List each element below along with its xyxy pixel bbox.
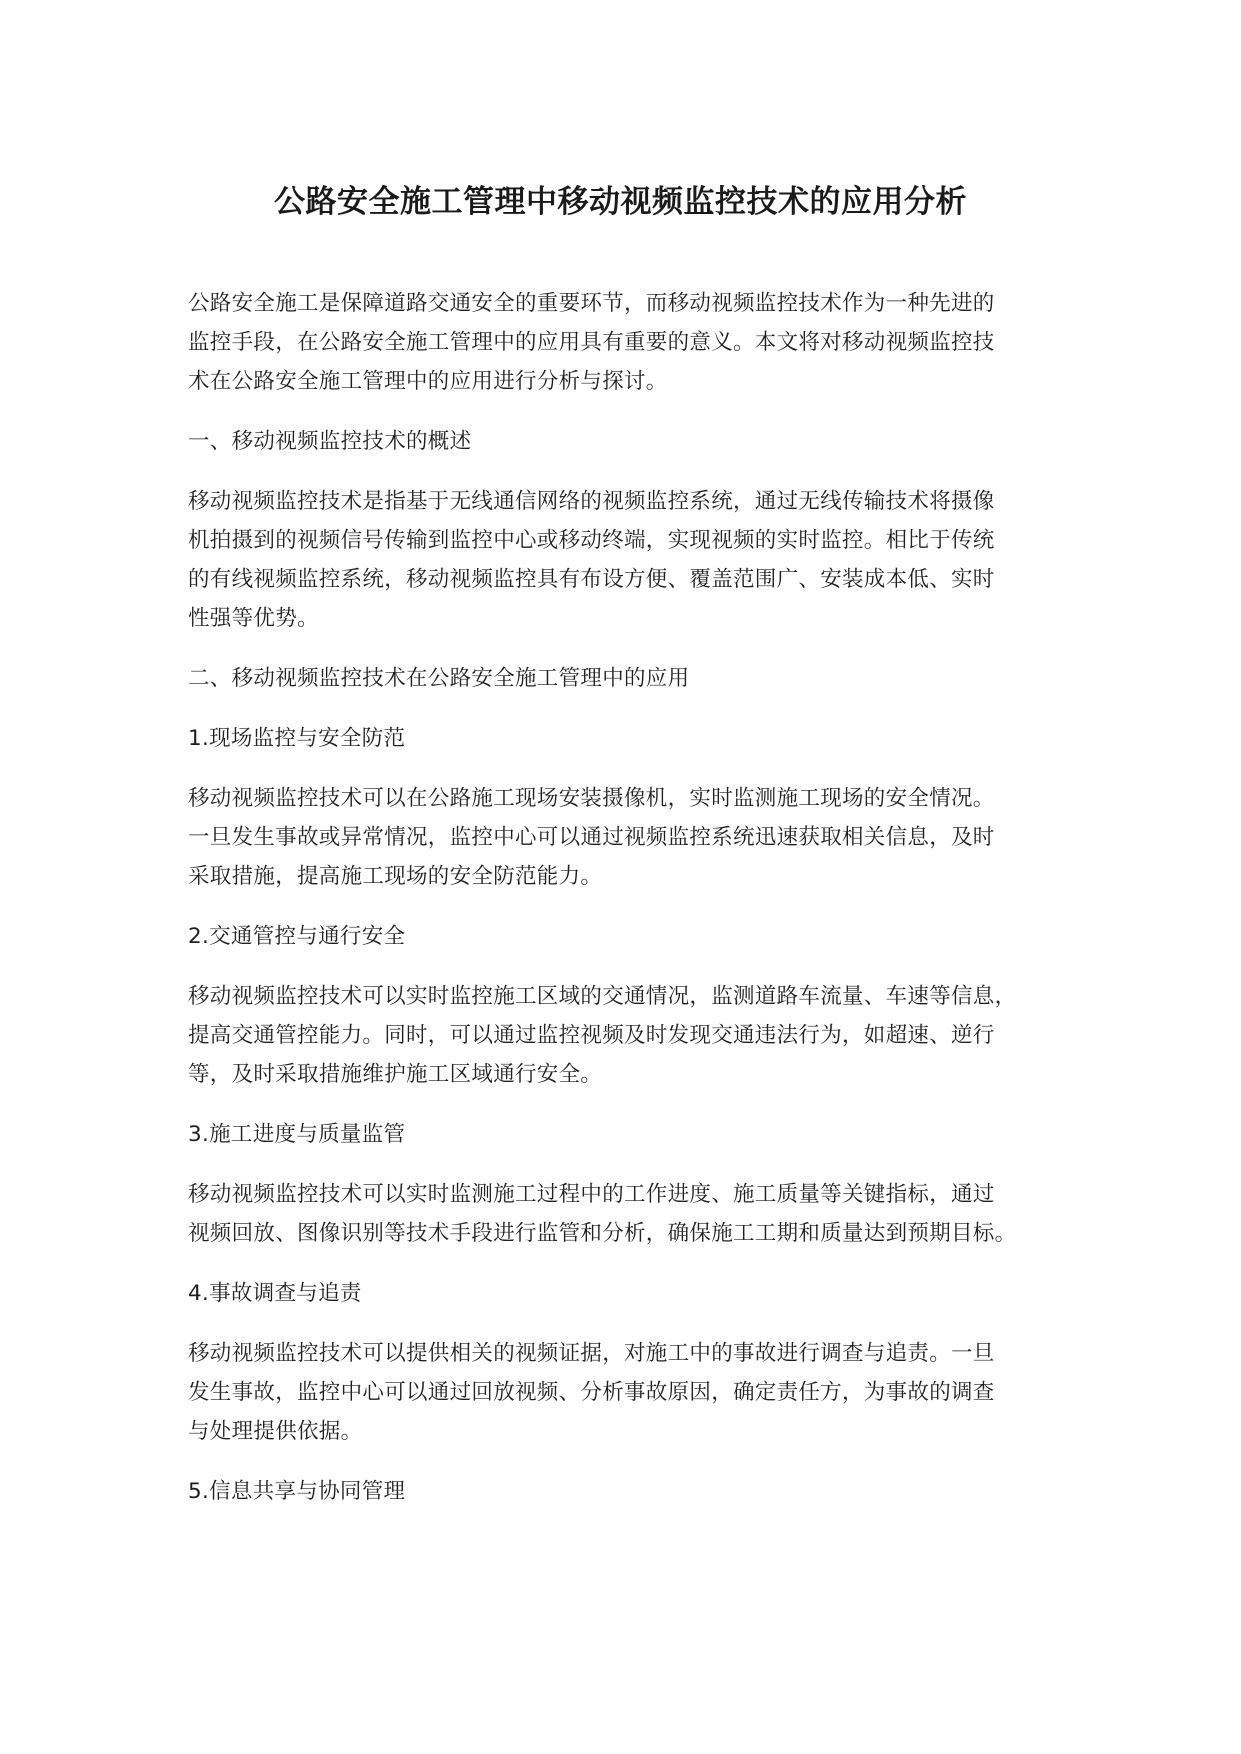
text-line: 公路安全施工是保障道路交通安全的重要环节，而移动视频监控技术作为一种先进的 xyxy=(188,291,995,316)
body-paragraph xyxy=(188,1175,1068,1253)
document-body xyxy=(188,284,1068,1532)
text-line: 2.交通管控与通行安全 xyxy=(188,924,406,949)
document-title: 公路安全施工管理中移动视频监控技术的应用分析 xyxy=(274,184,967,220)
text-line: 性强等优势。 xyxy=(188,606,319,631)
text-line: 与处理提供依据。 xyxy=(188,1419,363,1444)
body-paragraph xyxy=(188,977,1068,1094)
text-line: 的有线视频监控系统，移动视频监控具有布设方便、覆盖范围广、安装成本低、实时 xyxy=(188,567,995,592)
text-line: 5.信息共享与协同管理 xyxy=(188,1479,406,1504)
text-line: 移动视频监控技术可以实时监控施工区域的交通情况，监测道路车流量、车速等信息， xyxy=(188,984,1017,1009)
text-line: 移动视频监控技术可以在公路施工现场安装摄像机，实时监测施工现场的安全情况。 xyxy=(188,786,995,811)
text-line: 移动视频监控技术可以提供相关的视频证据，对施工中的事故进行调查与追责。一旦 xyxy=(188,1341,995,1366)
section-heading xyxy=(188,1274,1068,1313)
section-heading xyxy=(188,422,1068,461)
body-paragraph xyxy=(188,482,1068,638)
text-line: 采取措施，提高施工现场的安全防范能力。 xyxy=(188,864,603,889)
section-heading xyxy=(188,719,1068,758)
section-heading xyxy=(188,1472,1068,1511)
text-line: 术在公路安全施工管理中的应用进行分析与探讨。 xyxy=(188,369,668,394)
text-line: 发生事故，监控中心可以通过回放视频、分析事故原因，确定责任方，为事故的调查 xyxy=(188,1380,995,1405)
body-paragraph xyxy=(188,779,1068,896)
text-line: 一旦发生事故或异常情况，监控中心可以通过视频监控系统迅速获取相关信息，及时 xyxy=(188,825,995,850)
text-line: 3.施工进度与质量监管 xyxy=(188,1122,406,1147)
text-line: 一、移动视频监控技术的概述 xyxy=(188,429,472,454)
text-line: 机拍摄到的视频信号传输到监控中心或移动终端，实现视频的实时监控。相比于传统 xyxy=(188,528,995,553)
text-line: 移动视频监控技术是指基于无线通信网络的视频监控系统，通过无线传输技术将摄像 xyxy=(188,489,995,514)
text-line: 等，及时采取措施维护施工区域通行安全。 xyxy=(188,1062,603,1087)
text-line: 监控手段，在公路安全施工管理中的应用具有重要的意义。本文将对移动视频监控技 xyxy=(188,330,995,355)
text-line: 提高交通管控能力。同时，可以通过监控视频及时发现交通违法行为，如超速、逆行 xyxy=(188,1023,995,1048)
body-paragraph xyxy=(188,284,1068,401)
section-heading xyxy=(188,659,1068,698)
text-line: 视频回放、图像识别等技术手段进行监管和分析，确保施工工期和质量达到预期目标。 xyxy=(188,1221,1017,1246)
text-line: 4.事故调查与追责 xyxy=(188,1281,362,1306)
text-line: 二、移动视频监控技术在公路安全施工管理中的应用 xyxy=(188,666,690,691)
section-heading xyxy=(188,917,1068,956)
body-paragraph xyxy=(188,1334,1068,1451)
text-line: 1.现场监控与安全防范 xyxy=(188,726,406,751)
section-heading xyxy=(188,1115,1068,1154)
text-line: 移动视频监控技术可以实时监测施工过程中的工作进度、施工质量等关键指标，通过 xyxy=(188,1182,995,1207)
